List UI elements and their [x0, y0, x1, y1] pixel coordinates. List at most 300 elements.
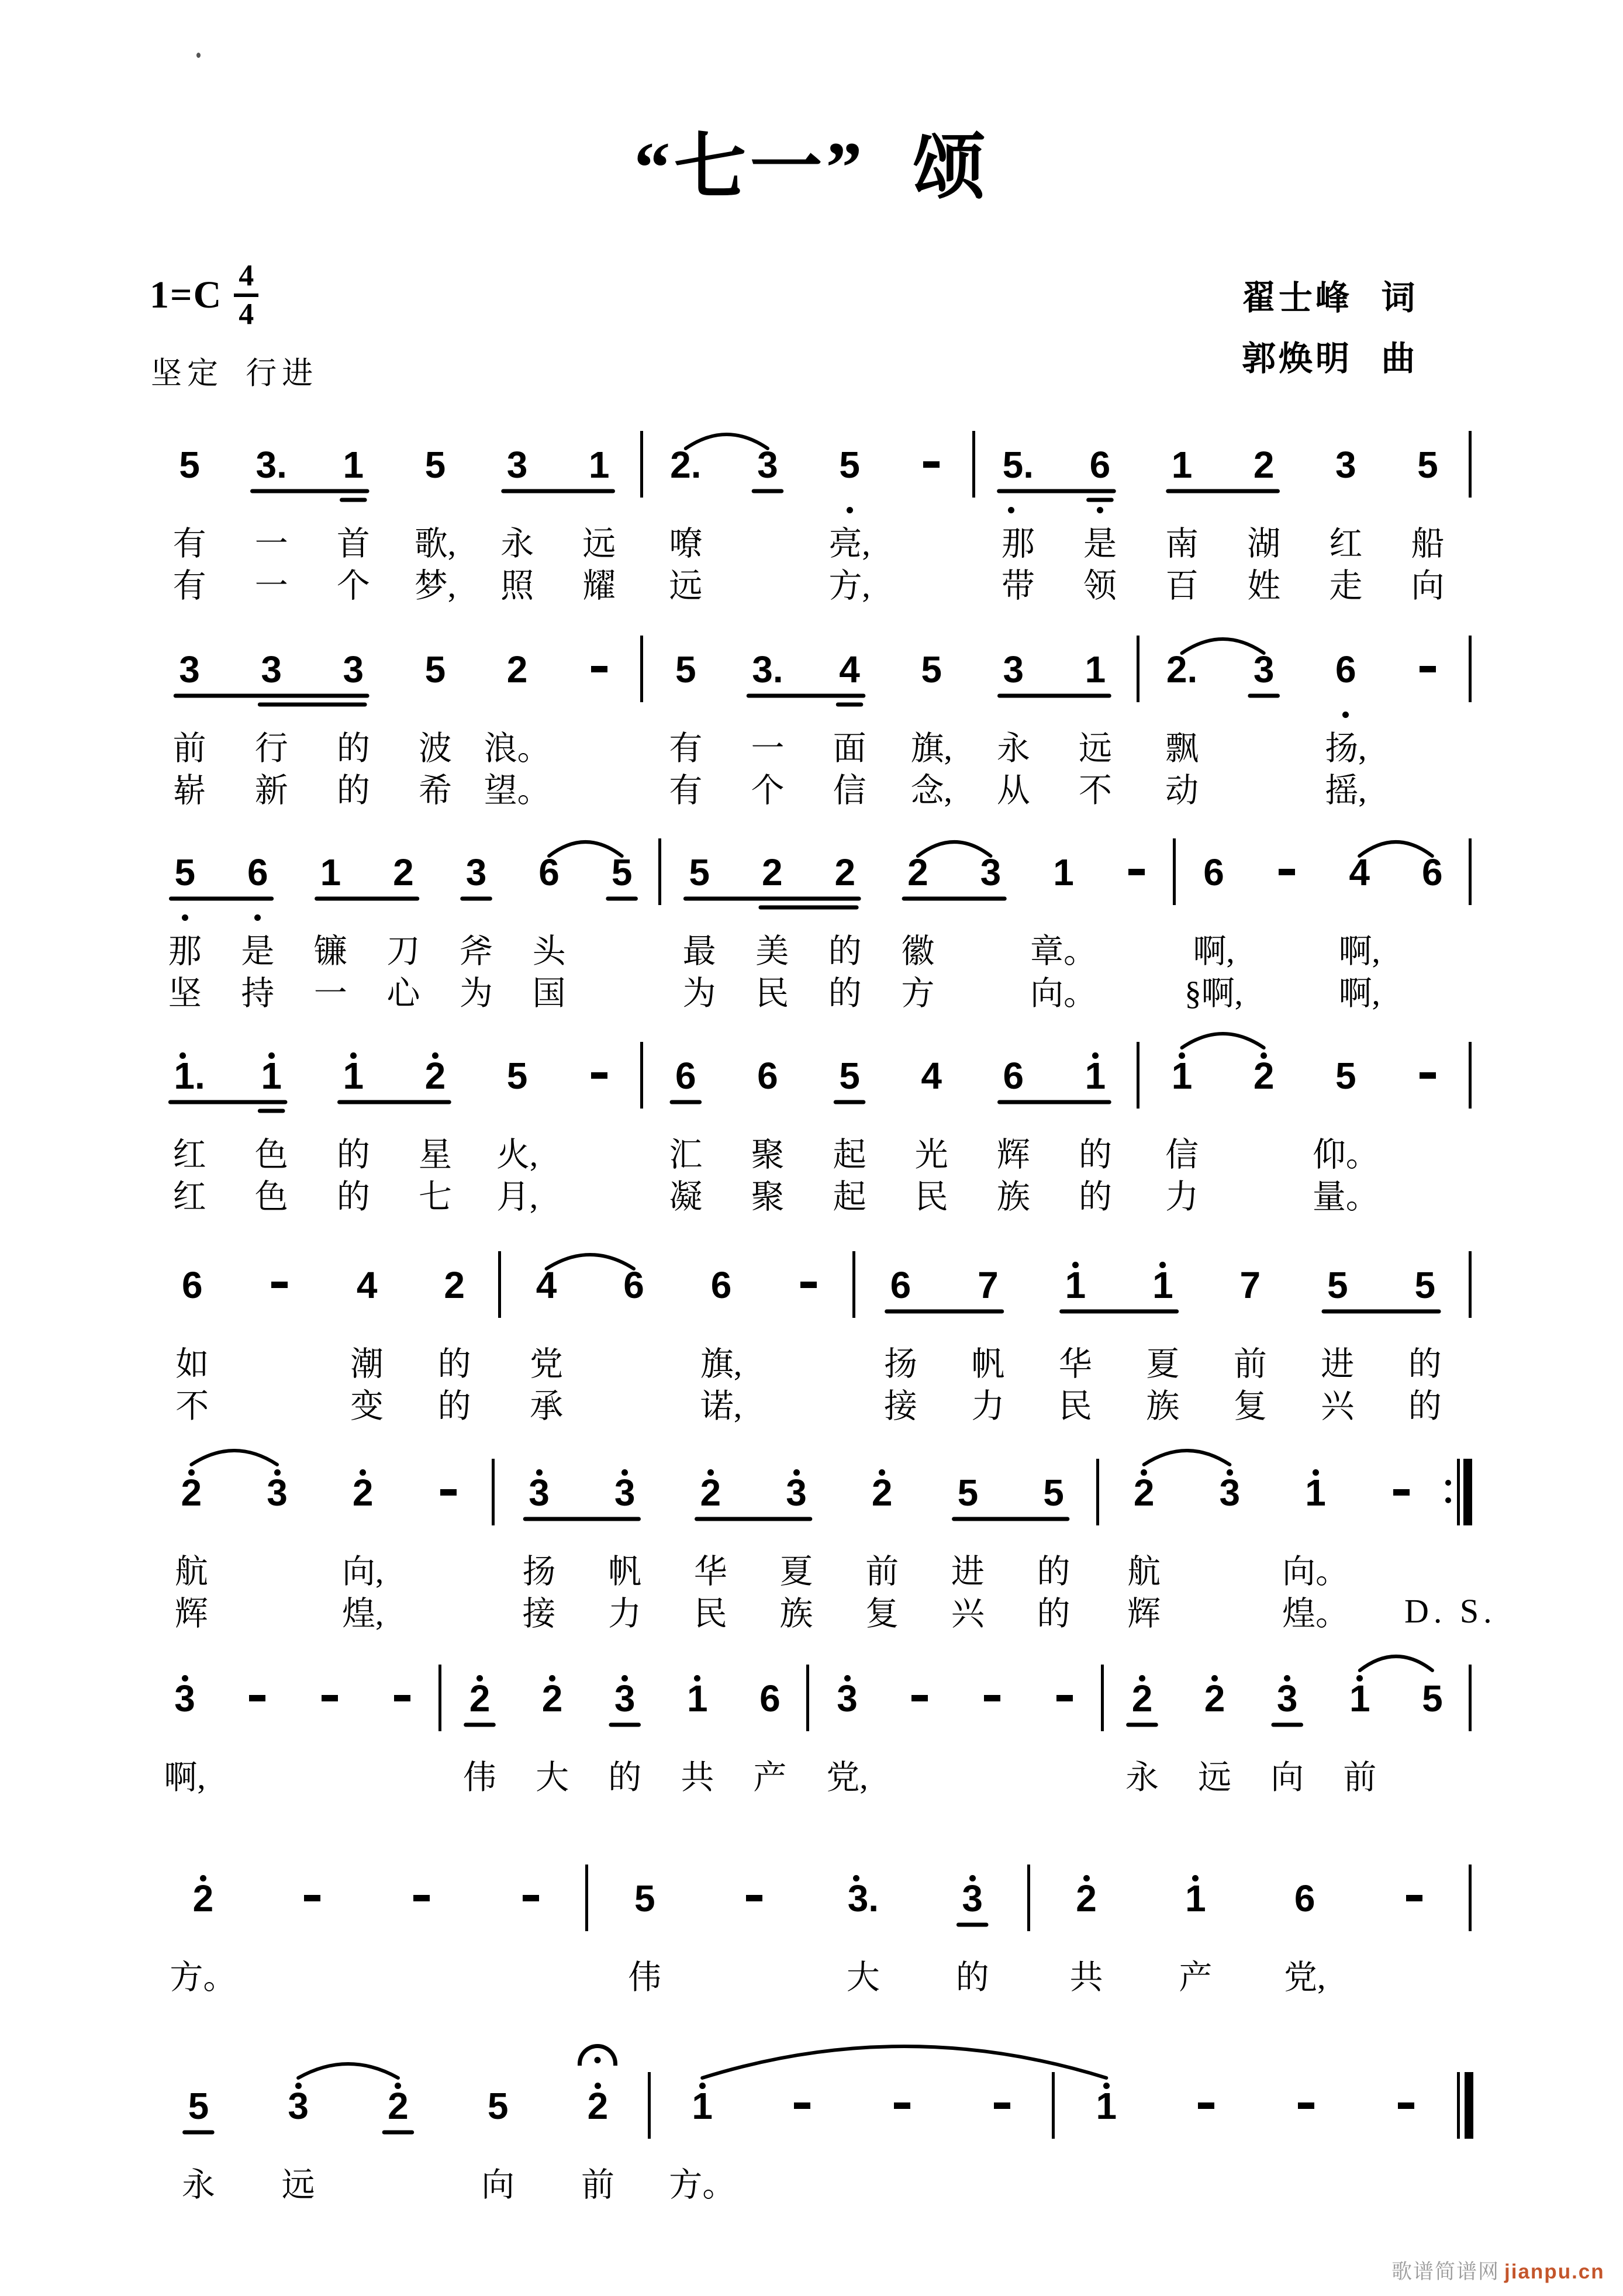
dash-token [406, 1398, 492, 1639]
lyric-line1: 歌, [414, 526, 457, 562]
lyricist-credit: 翟士峰 词 [1242, 279, 1418, 317]
watermark [1391, 2256, 1605, 2285]
lyric-line1: 一 [751, 730, 785, 767]
note-digit: 6 [623, 1264, 644, 1306]
lyric-line2: 念, [910, 772, 952, 809]
note-glyph-row [1250, 854, 1323, 891]
lyric-line2: 的 [1037, 1596, 1071, 1632]
note-glyph-row [645, 648, 727, 690]
lyric-line1: 的 [1037, 1553, 1071, 1590]
note-digit: 2 [506, 648, 528, 690]
note-glyph-row [852, 2087, 952, 2125]
final-barline [1456, 2011, 1473, 2252]
note-digit: 5 [1417, 444, 1438, 486]
note-digit: 6 [1089, 444, 1111, 486]
lyric-line2: 摇, [1325, 772, 1367, 809]
lyric-line1: 夏 [1146, 1346, 1180, 1383]
lyric-line1: 星 [418, 1137, 452, 1173]
note-digit: 2 [587, 2085, 609, 2127]
lyric-line1: 面 [833, 730, 866, 767]
score [149, 0, 1473, 2296]
note-token [149, 1804, 258, 2045]
note-glyph-row [230, 1057, 312, 1095]
note-glyph-row [1387, 446, 1469, 484]
dash-token [1359, 1804, 1469, 2045]
note-token [496, 1398, 582, 1639]
note-glyph-row [149, 1472, 234, 1514]
note-glyph-row [1396, 851, 1469, 893]
note-token [754, 1398, 840, 1639]
note-glyph-row [1396, 1677, 1469, 1720]
note-glyph-row [1106, 1677, 1178, 1720]
dal-segno-marking: D. S. [1404, 1592, 1497, 1630]
lyric-line1: 方。 [669, 2167, 736, 2204]
note-digit: 2 [1253, 444, 1275, 486]
barline [1096, 1398, 1101, 1639]
note-digit: 2 [1253, 1055, 1275, 1097]
lyric-line2: 凝 [669, 1179, 703, 1216]
note-glyph-row [503, 1266, 590, 1304]
note-glyph-row [1324, 1677, 1396, 1720]
lyric-line2: 向 [1411, 568, 1445, 605]
note-glyph-row [645, 1057, 727, 1095]
lyric-line1: 进 [1321, 1346, 1355, 1383]
note-digit: 2 [192, 1877, 214, 1919]
note-token [548, 2011, 648, 2252]
note-glyph-row [857, 1266, 944, 1304]
lyric-line1: 伟 [462, 1759, 496, 1796]
measure [1056, 2011, 1456, 2252]
note-glyph-row [1119, 1266, 1206, 1304]
lyric-line2: 月, [496, 1179, 538, 1216]
lyric-line1: 向。 [1282, 1553, 1349, 1590]
sustain-dash-icon [1420, 666, 1436, 672]
note-glyph-row [952, 2087, 1052, 2125]
note-glyph-row [548, 2087, 648, 2125]
lyric-line2: 力 [608, 1596, 642, 1632]
note-glyph-row [1387, 651, 1469, 688]
lyric-line2: 耀 [582, 568, 616, 605]
lyric-line2: 坚 [168, 975, 202, 1012]
sustain-dash-icon [1198, 2102, 1214, 2109]
note-digit: 3. [255, 444, 287, 486]
note-digit: 5 [424, 444, 446, 486]
lyric-line2: 带 [1001, 568, 1035, 605]
note-token [503, 1190, 590, 1431]
note-glyph-row [558, 446, 640, 484]
lyric-line2: 向。 [1030, 975, 1097, 1012]
note-glyph-row [1250, 1877, 1359, 1919]
note-digit: 2 [1131, 1677, 1153, 1720]
note-digit: 1 [588, 444, 610, 486]
note-glyph-row [1027, 851, 1100, 893]
note-glyph-row [1177, 851, 1251, 893]
note-glyph-row [476, 446, 558, 484]
note-digit: 3 [1003, 648, 1024, 690]
note-digit: 3 [267, 1472, 288, 1514]
note-glyph-row [1323, 851, 1396, 893]
note-glyph-row [236, 1266, 323, 1304]
lyric-line1: 前 [581, 2167, 614, 2204]
lyric-line2: 辉 [1127, 1596, 1161, 1632]
lyric-line2: 梦, [414, 568, 457, 605]
octave-dot-below-slot [1305, 712, 1387, 719]
dash-token [1387, 981, 1469, 1222]
lyric-line2: 一 [254, 568, 288, 605]
measure [149, 1398, 492, 1639]
note-digit: 5 [1335, 1055, 1356, 1097]
note-glyph-row [394, 648, 476, 690]
lyric-line1: 远 [1078, 730, 1112, 767]
dash-token [476, 1804, 585, 2045]
lyric-line2: 国 [532, 975, 566, 1012]
lyric-line1: 章。 [1030, 933, 1097, 970]
note-glyph-row [1156, 2087, 1256, 2125]
lyric-line1: 扬 [522, 1553, 556, 1590]
barline-stroke [1469, 1865, 1472, 1931]
note-glyph-row [149, 1266, 236, 1304]
note-glyph-row [809, 851, 882, 893]
note-token [1141, 1804, 1250, 2045]
note-glyph-row [1359, 1880, 1469, 1917]
note-glyph-row [765, 1266, 852, 1304]
note-digit: 3 [174, 1677, 195, 1720]
note-digit: 1 [343, 1055, 364, 1097]
lyric-line2: 接 [883, 1388, 917, 1425]
sustain-dash-icon [591, 666, 607, 672]
lyric-line1: 党, [1284, 1959, 1326, 1996]
lyric-line1: 有 [669, 730, 703, 767]
note-digit: 6 [890, 1264, 911, 1306]
note-glyph-row [811, 1677, 883, 1720]
note-token [839, 1398, 925, 1639]
note-glyph-row [727, 1057, 809, 1095]
tempo-marking: 坚定 行进 [151, 357, 319, 391]
note-glyph-row [367, 851, 440, 893]
note-token [1032, 1804, 1141, 2045]
note-digit: 3 [179, 648, 200, 690]
note-glyph-row [890, 446, 972, 484]
note-digit: 3 [506, 444, 528, 486]
note-glyph-row [1187, 1472, 1273, 1514]
lyric-line1: 那 [168, 933, 202, 970]
note-glyph-row [348, 2087, 448, 2125]
lyric-line1: 扬 [883, 1346, 917, 1383]
dash-token [558, 981, 640, 1222]
measure [652, 2011, 1052, 2252]
lyric-line1: 一 [254, 526, 288, 562]
note-token [234, 1398, 320, 1639]
note-token [727, 981, 809, 1222]
dash-token [1156, 2011, 1256, 2252]
lyric-line1: 潮 [350, 1346, 384, 1383]
lyric-line1: 最 [682, 933, 716, 970]
note-digit: 2 [834, 851, 856, 893]
note-glyph-row [752, 2087, 852, 2125]
note-glyph-row [1256, 2087, 1356, 2125]
lyric-line1: 扬, [1325, 730, 1367, 767]
lyric-line1: 永 [500, 526, 534, 562]
lyric-line1: 夏 [779, 1553, 813, 1590]
note-digit: 3 [757, 444, 778, 486]
note-glyph-row [1056, 2087, 1156, 2125]
sustain-dash-icon [911, 1695, 928, 1701]
note-glyph-row [558, 1057, 640, 1095]
lyric-line2: 的 [828, 975, 862, 1012]
lyric-line1: 前 [1343, 1759, 1377, 1796]
sustain-dash-icon [440, 1489, 457, 1496]
note-token [809, 1804, 918, 2045]
note-glyph-row [149, 1057, 230, 1095]
watermark-url: jianpu.cn [1504, 2260, 1605, 2283]
note-digit: 3. [847, 1877, 879, 1919]
barline-stroke [1173, 838, 1176, 905]
lyric-line2: 族 [1146, 1388, 1180, 1425]
note-token [1305, 981, 1387, 1222]
note-digit: 5 [188, 2085, 209, 2127]
note-glyph-row [944, 1266, 1031, 1304]
barline [1027, 1804, 1032, 2045]
note-glyph-row [394, 1057, 476, 1095]
note-digit: 3. [752, 648, 783, 690]
note-glyph-row [230, 446, 312, 484]
note-glyph-row [589, 1677, 661, 1720]
note-glyph-row [1305, 648, 1387, 690]
lyric-line2: 接 [522, 1596, 556, 1632]
lyric-line1: 湖 [1247, 526, 1281, 562]
sustain-dash-icon [1128, 869, 1145, 875]
lyric-line1: 前 [172, 730, 206, 767]
measure [503, 1190, 852, 1431]
note-digit: 2 [181, 1472, 202, 1514]
note-glyph-row [582, 1472, 668, 1514]
lyric-line1: 的 [608, 1759, 642, 1796]
lyric-line1: 首 [336, 526, 370, 562]
lyric-line1: 永 [181, 2167, 215, 2204]
barline [492, 1398, 496, 1639]
lyric-line2: 七 [418, 1179, 452, 1216]
dash-token [952, 2011, 1052, 2252]
note-digit: 3 [786, 1472, 807, 1514]
note-digit: 2 [907, 851, 928, 893]
note-glyph-row [735, 851, 809, 893]
note-glyph-row [1059, 446, 1141, 484]
note-token [1294, 1190, 1381, 1431]
note-digit: 5 [487, 2085, 509, 2127]
lyric-line2: 照 [500, 568, 534, 605]
lyric-line1: 的 [1078, 1137, 1112, 1173]
note-digit: 3 [1276, 1677, 1298, 1720]
lyric-line2: 复 [865, 1596, 899, 1632]
lyric-line1: 帆 [608, 1553, 642, 1590]
lyric-line2: 辉 [174, 1596, 208, 1632]
meter-denominator: 4 [239, 298, 254, 331]
note-digit: 1. [174, 1055, 205, 1097]
lyric-line1: 红 [1329, 526, 1363, 562]
lyric-line1: 共 [681, 1759, 714, 1796]
note-token [645, 981, 727, 1222]
note-token [248, 2011, 348, 2252]
note-token [918, 1804, 1027, 2045]
dash-token [367, 1804, 476, 2045]
note-token [1141, 981, 1223, 1222]
note-glyph-row [809, 648, 890, 690]
note-digit: 1 [320, 851, 341, 893]
note-digit: 4 [839, 648, 860, 690]
note-digit: 2. [670, 444, 702, 486]
note-glyph-row [476, 1057, 558, 1095]
note-glyph-row [440, 851, 513, 893]
note-glyph-row [366, 1680, 438, 1717]
note-digit: 4 [536, 1264, 557, 1306]
lyric-line1: 有 [172, 526, 206, 562]
note-digit: 1 [1185, 1877, 1206, 1919]
note-digit: 5 [1414, 1264, 1436, 1306]
note-digit: 4 [1349, 851, 1370, 893]
note-glyph-row [956, 1680, 1028, 1717]
sustain-dash-icon [591, 1072, 607, 1079]
note-glyph-row [809, 446, 890, 484]
barline-stroke [658, 838, 661, 905]
note-token [448, 2011, 548, 2252]
lyric-line2: 不 [1078, 772, 1112, 809]
note-glyph-row [645, 446, 727, 484]
measure [1101, 1398, 1444, 1639]
lyric-line2: 有 [172, 568, 206, 605]
note-token [1032, 1190, 1119, 1431]
note-digit: 4 [921, 1055, 942, 1097]
note-glyph-row [754, 1472, 840, 1514]
note-digit: 5 [611, 851, 633, 893]
note-glyph-row [234, 1472, 320, 1514]
note-glyph-row [977, 446, 1059, 484]
lyric-line2: 领 [1083, 568, 1117, 605]
sustain-dash-icon [413, 1895, 430, 1901]
note-digit: 2 [1076, 1877, 1097, 1919]
system-8 [149, 1804, 1473, 2045]
lyric-line1: 的 [336, 1137, 370, 1173]
note-glyph-row [406, 1474, 492, 1511]
measure [149, 2011, 648, 2252]
note-digit: 5 [675, 648, 696, 690]
barline-stroke [640, 636, 643, 702]
note-glyph-row [585, 851, 658, 893]
barline-stroke [1469, 1042, 1472, 1109]
composer-credit: 郭焕明 曲 [1242, 340, 1418, 378]
note-digit: 6 [1203, 851, 1224, 893]
note-glyph-row [294, 851, 367, 893]
barline-stroke [640, 1042, 643, 1109]
note-digit: 2 [1204, 1677, 1225, 1720]
lyric-line2: 承 [530, 1388, 564, 1425]
sustain-dash-icon [1406, 1895, 1422, 1901]
note-glyph-row [149, 851, 222, 893]
barline [1052, 2011, 1056, 2252]
note-digit: 1 [1096, 2085, 1117, 2127]
lyric-line1: 向 [481, 2167, 515, 2204]
sustain-dash-icon [1393, 1489, 1410, 1496]
note-glyph-row [839, 1472, 925, 1514]
lyric-line1: 旗, [910, 730, 952, 767]
lyric-line2: 民 [914, 1179, 948, 1216]
note-digit: 2 [393, 851, 414, 893]
barline-stroke [1469, 636, 1472, 702]
dash-token [699, 1804, 809, 2045]
lyric-line2: 远 [669, 568, 703, 605]
lyric-line1: 党, [826, 1759, 868, 1796]
barline-stroke-thick [1465, 2072, 1473, 2139]
lyric-line1: 产 [1179, 1959, 1213, 1996]
note-token [1223, 981, 1305, 1222]
note-glyph-row [1251, 1677, 1324, 1720]
octave-dot-below-slot [222, 914, 295, 921]
note-token [857, 1190, 944, 1431]
lyric-line1: 起 [833, 1137, 866, 1173]
barline-stroke-thick [1463, 1459, 1472, 1525]
note-token [149, 1190, 236, 1431]
note-glyph-row [149, 446, 230, 484]
lyric-line1: 伟 [628, 1959, 662, 1996]
lyric-line2: 煌。 [1282, 1596, 1349, 1632]
lyric-line1: 航 [174, 1553, 208, 1590]
lyric-line1: 信 [1165, 1137, 1199, 1173]
note-glyph-row [590, 1266, 677, 1304]
note-digit: 1 [1085, 648, 1106, 690]
note-token [582, 1398, 668, 1639]
lyric-line1: 大 [536, 1759, 569, 1796]
note-token [1119, 1190, 1206, 1431]
note-digit: 6 [757, 1055, 778, 1097]
note-token [944, 1190, 1031, 1431]
sustain-dash-icon [1056, 1695, 1073, 1701]
lyric-line2: 兴 [1321, 1388, 1355, 1425]
note-glyph-row [496, 1472, 582, 1514]
lyric-line1: 华 [693, 1553, 727, 1590]
note-digit: 6 [181, 1264, 203, 1306]
note-digit: 3 [614, 1677, 636, 1720]
lyric-line1: 亮, [828, 526, 871, 562]
note-token [809, 981, 890, 1222]
note-glyph-row [222, 851, 295, 893]
note-glyph-row [1100, 854, 1173, 891]
octave-dot-below-slot [1059, 507, 1141, 514]
barline-stroke [492, 1459, 495, 1525]
octave-dot-icon [847, 507, 853, 513]
lyric-line1: 向 [1270, 1759, 1304, 1796]
note-token [1101, 1398, 1187, 1639]
lyric-line2: 的 [1078, 1179, 1112, 1216]
note-digit: 2 [352, 1472, 374, 1514]
note-glyph-row [443, 1677, 516, 1720]
lyric-line2: 动 [1165, 772, 1199, 809]
note-glyph-row [312, 446, 394, 484]
note-token [972, 981, 1054, 1222]
dash-token [258, 1804, 367, 2045]
sustain-dash-icon [1420, 1072, 1436, 1079]
lyric-line2: 煌, [342, 1596, 384, 1632]
note-digit: 5 [839, 1055, 860, 1097]
note-token [1187, 1398, 1273, 1639]
note-digit: 6 [1421, 851, 1443, 893]
note-glyph-row [663, 851, 736, 893]
sustain-dash-icon [894, 2102, 910, 2109]
measure [1141, 981, 1469, 1222]
barline-stroke [1101, 1665, 1104, 1731]
note-digit: 2 [388, 2085, 409, 2127]
note-token [590, 1804, 699, 2045]
lyric-line2: 望。 [484, 772, 551, 809]
lyric-line1: 那 [1001, 526, 1035, 562]
